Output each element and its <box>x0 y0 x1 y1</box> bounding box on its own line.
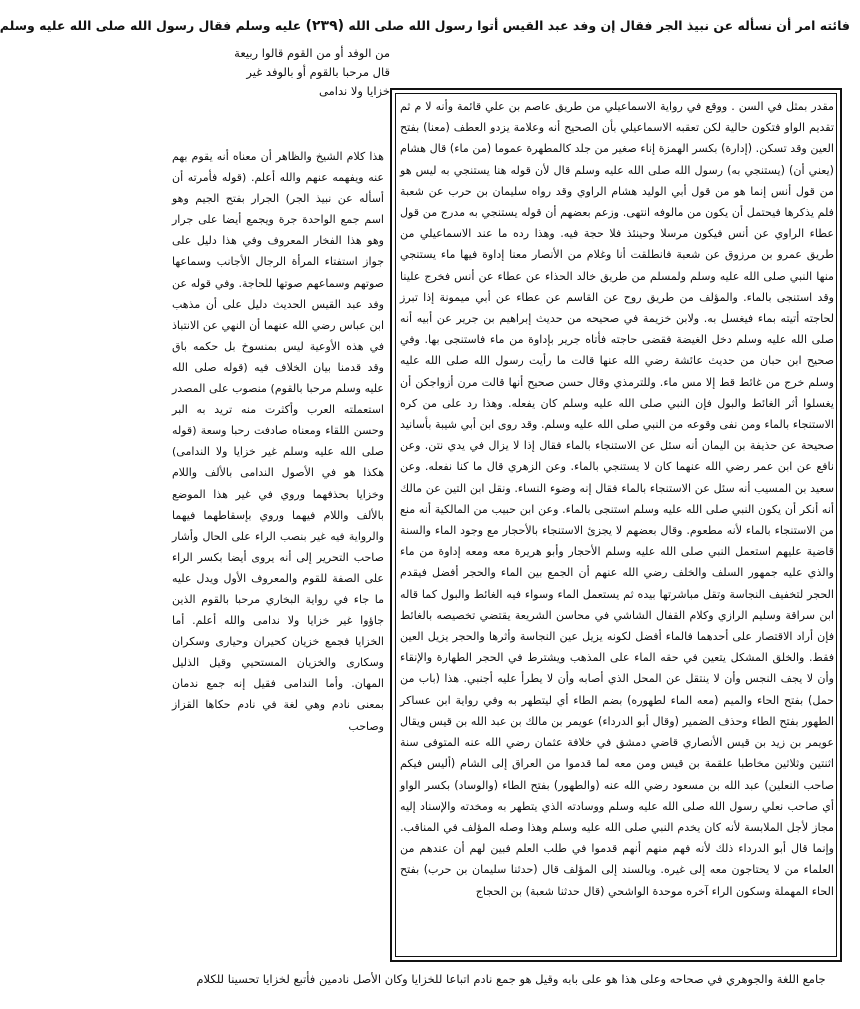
page-number: (٢٣٩) <box>305 18 345 34</box>
main-commentary <box>400 96 834 954</box>
main-paragraph: مقدر بمثل في السن . ووقع في رواية الاسماعيلي من طريق عاصم بن علي قائمة وأنه لا م ثم تقديم الواو فتكون حالية لكن تعقبه الاسماعيلي بأن الصحيح أنه وعلامة يزدو العطف (معنا) بفتح العين وقد تسكن. (إدارة) بكسر الهمزة إناء صغير من جلد كالمطهرة عموما (من ماء) قال هشام (يعني أن) (يستنجي به) رسول الله صلى الله عليه وسلم قال لأن قوله هنا يستنجي به ليس هو من قول أنس إنما هو من قول أبي الوليد هشام الراوي وقد رواه سليمان بن حرب عن شعبة فلم يذكرها فيحتمل أن يكون من مالوفه انتهى. وزعم بعضهم أن قوله يستنجي به مدرج من قول عطاء الراوي عن أنس فيكون مرسلا وحينئذ فلا حجة فيه. وهذا رده ما عند الاسماعيلي من طريق عمرو بن مرزوق عن شعبة فانطلقت أنا وغلام من الأنصار معنا إداوة فيها ماء يستنجي منها النبي صلى الله عليه وسلم ولمسلم من طريق خالد الحذاء عن عطاء عن أنس فخرج علينا وقد استنجى بالماء. والمؤلف من طريق روح عن القاسم عن عطاء عن أبي ميمونة إذا تبرز لحاجته أتيته بماء فيغسل به. ولابن خزيمة في صحيحه من حديث إبراهيم بن جرير عن أبيه أنه صلى الله عليه وسلم دخل الغيضة فقضى حاجته فأتاه جرير بإداوة من ماء فاستنجى بها. وفي صحيح ابن حبان من حديث عائشة رضي الله عنها قالت ما رأيت رسول الله صلى الله عليه وسلم خرج من غائط قط إلا مس ماء. وللترمذي وقال حسن صحيح أنها قالت مرن أزواجكن أن يغسلوا أثر الغائط والبول فإن النبي صلى الله عليه وسلم كان يفعله. وهذا رد على من كره الاستنجاء بالماء ومن نفى وقوعه من النبي صلى الله عليه وسلم. وقد روى ابن أبي شيبة بأسانيد صحيحة عن حذيفة بن اليمان أنه سئل عن الاستنجاء بالماء فقال إذا لا يزال في يدي نتن. وعن نافع عن ابن عمر رضي الله عنهما كان لا يستنجي بالماء. وعن الزهري قال ما كنا نفعله. وعن سعيد بن المسيب أنه سئل عن الاستنجاء بالماء فقال إنه وضوء النساء. ونقل ابن التين عن مالك أنه أنكر أن يكون النبي صلى الله عليه وسلم استنجى بالماء. وعن ابن حبيب من المالكية أنه منع من الاستنجاء بالماء لأنه مطعوم. وقال بعضهم لا يجزئ الاستنجاء بالأحجار مع وجود الماء والسنة قاضية عليهم استعمل النبي صلى الله عليه وسلم الأحجار وأبو هريرة معه ومعه إداوة من ماء والذي عليه جمهور السلف والخلف رضي الله عنهم أن الجمع بين الماء والحجر أفضل فيقدم الحجر لتخفيف النجاسة وتقل مباشرتها بيده ثم يستعمل الماء وسواء فيه الغائط والبول كما قاله ابن سراقة وسليم الرازي وكلام القفال الشاشي في محاسن الشريعة يقتضي تخصيصه بالغائط فإن أراد الاقتصار على أحدهما فالماء أفضل لكونه يزيل عين النجاسة وأثرها والحجر يزيل العين فقط. والخلق المشكل يتعين في حقه الماء على المذهب ويشترط في الحجر الطهارة والإنقاء وأن لا يجف النجس وأن لا ينتقل عن المحل الذي أصابه وأن لا يطرأ عليه أجنبي. هذا (باب من حمل) بفتح الحاء والميم (معه الماء لطهوره) بضم الطاء أي ليتطهر به وفي رواية ابن عساكر الطهور بفتح الطاء وحذف الضمير (وقال أبو الدرداء) عويمر بن مالك بن عبد الله بن قيس ويقال عويمر بن زيد بن قيس الأنصاري قاضي دمشق في خلافة عثمان رضي الله عنه المتوفى سنة اثنتين وثلاثين مخاطبا علقمة بن قيس ومن معه لما قدموا من العراق إلى الشام (أليس فيكم صاحب النعلين) عبد الله بن مسعود رضي الله عنه (والطهور) بفتح الطاء (والوساد) بكسر الواو أي صاحب نعلي رسول الله صلى الله عليه وسلم ووسادته الذي يتطهر به ومخدته والإسناد إليه مجاز لأجل الملابسة لأنه كان يخدم النبي صلى الله عليه وسلم وهذا وصله المؤلف في المناقب. وإنما قال أبو الدرداء ذلك لأنه فهم منهم أنهم قدموا في طلب العلم فبين لهم أن عندهم من العلماء من لا يحتاجون معه إلى غيره. وبالسند إلى المؤلف قال (حدثنا سليمان بن حرب) بفتح الحاء المهملة وسكون الراء آخره موحدة الواشحي (قال حدثنا شعبة) بن الحجاج <box>400 100 834 898</box>
header-text-right: فائته امر أن نسأله عن نبيذ الجر فقال إن وفد عبد القيس أتوا رسول الله صلى الله <box>348 18 850 33</box>
side-top-text <box>172 44 390 140</box>
side-top-line: خزايا ولا ندامى <box>319 84 390 98</box>
side-top-line: قال مرحبا بالقوم أو بالوفد غير <box>246 65 390 79</box>
side-commentary <box>172 146 384 962</box>
page-footer-line: جامع اللغة والجوهري في صحاحه وعلى هذا هو على بابه وقيل هو جمع نادم اتباعا للخزايا وكان الأصل نادمين فأتبع لخزايا تحسينا للكلام <box>196 972 826 986</box>
header-text-left: عليه وسلم فقال رسول الله صلى الله عليه وسلم <box>0 18 302 33</box>
side-paragraph: هذا كلام الشيخ والظاهر أن معناه أنه يقوم بهم عنه ويفهمه عنهم والله أعلم. (قوله فأمرته أن أسأله عن نبيذ الجر) الجرار بفتح الجيم وهو اسم جمع الواحدة جرة ويجمع أيضا على جرار وهو هذا الفخار المعروف وفي هذا دليل على جواز استفتاء المرأة الرجال الأجانب وسماعها صوتهم وسماعهم صوتها للحاجة. وفي قوله عن وفد عبد القيس الحديث دليل على أن مذهب ابن عباس رضي الله عنهما أن النهي عن الانتباذ في هذه الأوعية ليس بمنسوخ بل حكمه باق وقد قدمنا بيان الخلاف فيه (قوله صلى الله عليه وسلم مرحبا بالقوم) منصوب على المصدر استعملته العرب وأكثرت منه تريد به البر وحسن اللقاء ومعناه صادفت رحبا وسعة (قوله صلى الله عليه وسلم غير خزايا ولا الندامى) هكذا هو في الأصول الندامى بالألف واللام وخزايا بحذفهما وروي في غير هذا الموضع بالألف واللام فيهما وروي بإسقاطهما فيهما والرواية فيه غير بنصب الراء على الحال وأشار صاحب التحرير إلى أنه يروى أيضا بكسر الراء على الصفة للقوم والمعروف الأول ويدل عليه ما جاء في رواية البخاري مرحبا بالقوم الذين جاؤوا غير خزايا ولا ندامى والله أعلم. أما الخزايا فجمع خزيان كحيران وحيارى وسكران وسكارى والخزيان المستحيي وقيل الذليل المهان. وأما الندامى فقيل إنه جمع ندمان بمعنى نادم وهي لغة في نادم حكاها القزاز وصاحب <box>172 150 384 733</box>
side-top-line: من الوفد أو من القوم قالوا ربيعة <box>234 46 390 60</box>
